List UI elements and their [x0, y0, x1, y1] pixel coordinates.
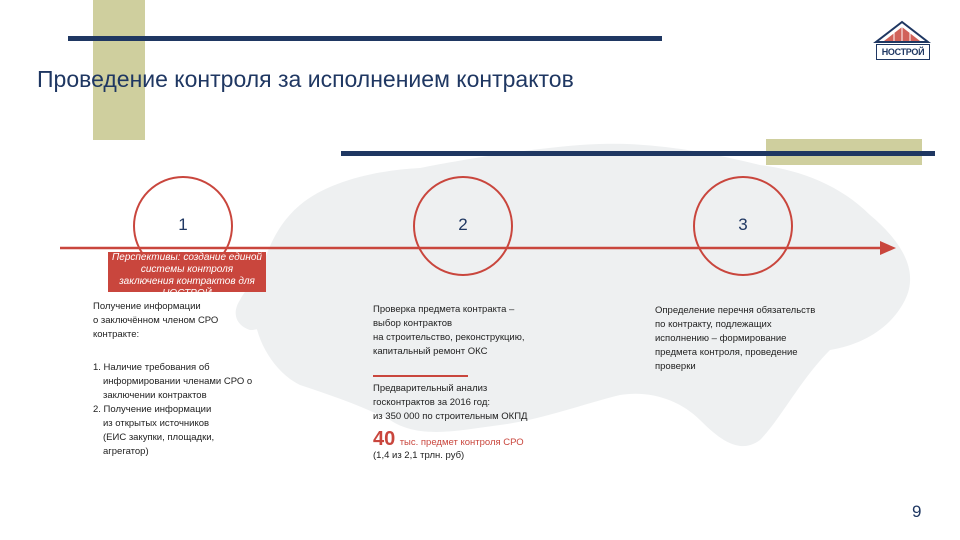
col3-line: проверки	[655, 361, 696, 372]
page-number: 9	[912, 502, 922, 521]
col1-list-line: (ЕИС закупки, площадки,	[103, 432, 215, 443]
col3-line: Определение перечня обязательств	[655, 305, 816, 316]
col2-sub-caption: (1,4 из 2,1 трлн. руб)	[373, 450, 465, 461]
step-number-1: 1	[178, 215, 188, 234]
col3-line: по контракту, подлежащих	[655, 319, 772, 330]
page-title: Проведение контроля за исполнением контрактов	[37, 66, 574, 92]
col1-list-line: агрегатор)	[103, 446, 149, 457]
contracts-count-caption: тыс. предмет контроля СРО	[399, 437, 524, 448]
col2-highlight	[373, 428, 524, 451]
col2-divider	[373, 375, 468, 377]
navy-bar-top	[68, 36, 662, 41]
col1-intro-line: о заключённом членом СРО	[93, 315, 219, 326]
col2-block1-line: капитальный ремонт ОКС	[373, 346, 488, 357]
col2-block2	[373, 382, 527, 424]
nostroy-logo	[872, 20, 932, 70]
col3-line: предмета контроля, проведение	[655, 347, 798, 358]
col1-list-line: заключении контрактов	[103, 390, 207, 401]
col2-block1-line: на строительство, реконструкцию,	[373, 332, 525, 343]
col1-intro-line: контракте:	[93, 329, 140, 340]
col1-intro	[93, 300, 218, 342]
col1-list-line: 2. Получение информации	[93, 404, 212, 415]
col1-list-line: из открытых источников	[103, 418, 210, 429]
col1-intro-line: Получение информации	[93, 301, 201, 312]
step-number-3: 3	[738, 215, 748, 234]
col3-line: исполнению – формирование	[655, 333, 787, 344]
step-number-2: 2	[458, 215, 468, 234]
col2-block2-line: госконтрактов за 2016 год:	[373, 397, 491, 408]
col1-list	[93, 361, 252, 459]
perspective-box	[108, 252, 266, 299]
contracts-count: 40	[373, 428, 396, 450]
col2-block2-line: из 350 000 по строительным ОКПД	[373, 411, 528, 422]
col3-text	[655, 304, 815, 374]
perspective-line: НОСТРОЙ	[162, 288, 212, 299]
logo-text: НОСТРОЙ	[876, 44, 930, 60]
col2-block1-line: Проверка предмета контракта –	[373, 304, 515, 315]
perspective-line: Перспективы: создание единой	[112, 252, 262, 263]
navy-bar-middle	[341, 151, 935, 156]
col2-block1	[373, 303, 525, 359]
perspective-line: системы контроля	[140, 264, 234, 275]
col2-block2-line: Предварительный анализ	[373, 383, 488, 394]
perspective-line: заключения контрактов для	[119, 276, 255, 287]
col1-list-line: 1. Наличие требования об	[93, 362, 210, 373]
col2-block1-line: выбор контрактов	[373, 318, 453, 329]
col1-list-line: информировании членами СРО о	[103, 376, 253, 387]
